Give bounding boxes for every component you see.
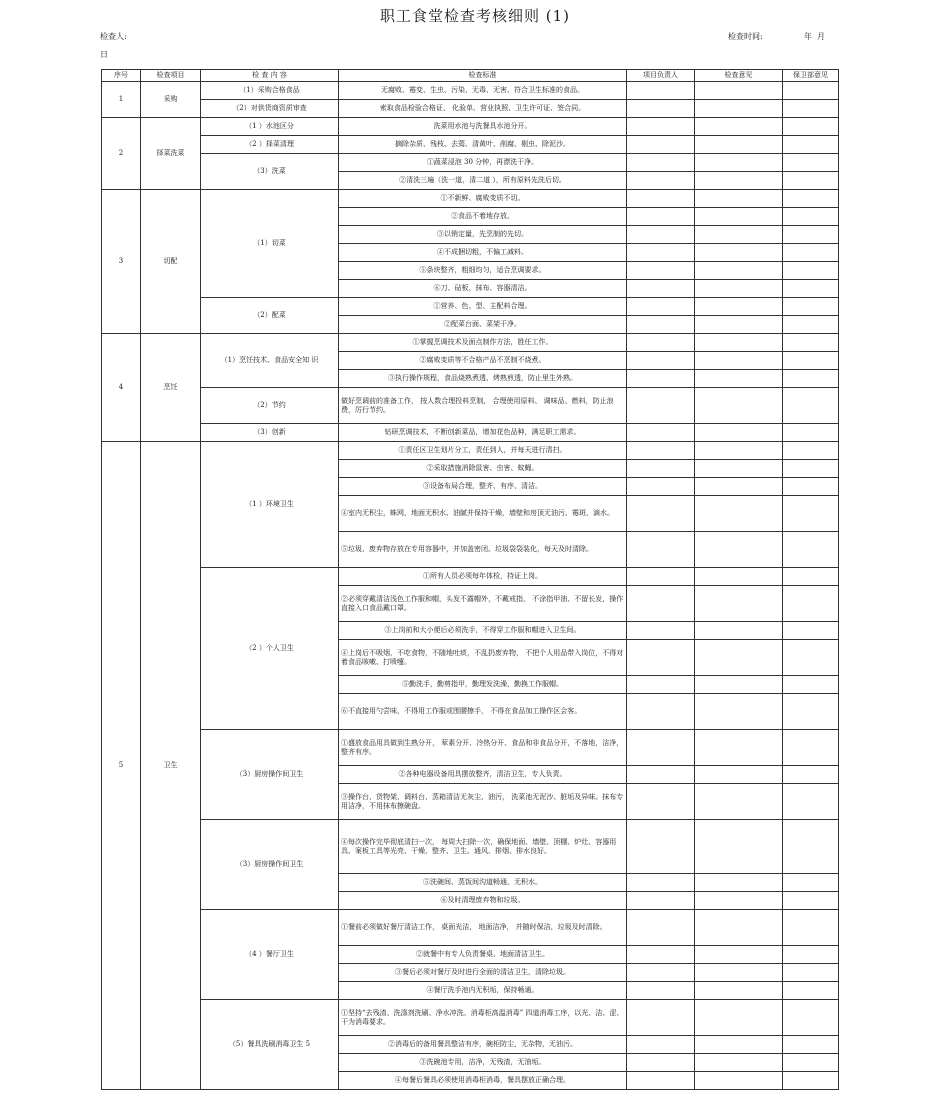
owner-cell <box>627 478 695 496</box>
check-standard-cell: ②必须穿戴清洁浅色工作服和帽，头发不露帽外，不戴戒指， 不涂指甲油、不留长发，操作直接入口食品戴口罩。 <box>339 586 627 622</box>
opinion-cell <box>695 910 783 946</box>
check-content-cell: （1 ）水池区分 <box>201 118 339 136</box>
check-standard-cell: ②食品不着地存放。 <box>339 208 627 226</box>
check-standard-cell: ①蔬菜浸泡 30 分钟，再漂洗干净。 <box>339 154 627 172</box>
check-standard-cell: ①不新鲜、腐败变质不切。 <box>339 190 627 208</box>
header-standard: 检查标准 <box>339 70 627 82</box>
owner-cell <box>627 262 695 280</box>
owner-cell <box>627 244 695 262</box>
page-title: 职工食堂检查考核细则 (1) <box>379 7 571 25</box>
check-standard-cell: 索取食品检验合格证、 化验单、营业执照、卫生许可证、签合同。 <box>339 100 627 118</box>
row-number-cell: 1 <box>102 82 141 118</box>
check-standard-cell: ①责任区卫生划片分工，责任到人，并每天进行清扫。 <box>339 442 627 460</box>
security-opinion-cell <box>783 154 839 172</box>
security-opinion-cell <box>783 784 839 820</box>
security-opinion-cell <box>783 946 839 964</box>
check-standard-cell: ④每次操作完毕彻底清扫一次， 每周大扫除一次，确保地面、墙壁、顶棚、炉灶、容器用具、案板工具等光亮、干燥、整齐、卫生。通风、排烟、排水良好。 <box>339 820 627 874</box>
security-opinion-cell <box>783 280 839 298</box>
security-opinion-cell <box>783 532 839 568</box>
check-standard-cell: ②清洗三遍（洗一道，清二道 ），所有原料先洗后切。 <box>339 172 627 190</box>
opinion-cell <box>695 586 783 622</box>
owner-cell <box>627 532 695 568</box>
opinion-cell <box>695 946 783 964</box>
table-row <box>102 424 839 442</box>
owner-cell <box>627 820 695 874</box>
check-item-cell: 采购 <box>141 82 201 118</box>
security-opinion-cell <box>783 172 839 190</box>
check-standard-cell: ③设备布局合理，整齐、有序、清洁。 <box>339 478 627 496</box>
security-opinion-cell <box>783 118 839 136</box>
check-standard-cell: ③执行操作规程，食品烧熟煮透、烤熟煎透，防止里生外熟。 <box>339 370 627 388</box>
check-standard-cell: ②配菜台面、菜架干净。 <box>339 316 627 334</box>
row-number-cell: 4 <box>102 334 141 442</box>
check-standard-cell: ②消毒后的备用餐具整洁有序，碗柜防尘，无杂物，无油污。 <box>339 1036 627 1054</box>
security-opinion-cell <box>783 694 839 730</box>
opinion-cell <box>695 1072 783 1090</box>
table-row <box>102 154 839 172</box>
security-opinion-cell <box>783 82 839 100</box>
check-standard-cell: ③以销定量，先烹制的先切。 <box>339 226 627 244</box>
opinion-cell <box>695 334 783 352</box>
security-opinion-cell <box>783 1054 839 1072</box>
check-item-cell: 卫生 <box>141 442 201 1090</box>
header-content: 检 查 内 容 <box>201 70 339 82</box>
header-item: 检查项目 <box>141 70 201 82</box>
opinion-cell <box>695 820 783 874</box>
opinion-cell <box>695 370 783 388</box>
security-opinion-cell <box>783 478 839 496</box>
table-row <box>102 730 839 766</box>
opinion-cell <box>695 874 783 892</box>
security-opinion-cell <box>783 370 839 388</box>
opinion-cell <box>695 892 783 910</box>
owner-cell <box>627 136 695 154</box>
table-row <box>102 118 839 136</box>
check-standard-cell: ①所有人员必须每年体检，持证上岗。 <box>339 568 627 586</box>
security-opinion-cell <box>783 136 839 154</box>
check-standard-cell: ①坚持“去残渣、洗涤剂洗刷、净水冲洗、消毒柜高温消毒” 四道消毒工序，以光、洁、涩、干为消毒要求。 <box>339 1000 627 1036</box>
owner-cell <box>627 442 695 460</box>
check-standard-cell: ③洗碗池专用，洁净，无残渣，无油垢。 <box>339 1054 627 1072</box>
check-standard-cell: 无腐败、霉变、生虫、污染、无毒、无害、符合卫生标准的食品。 <box>339 82 627 100</box>
security-opinion-cell <box>783 316 839 334</box>
table-row <box>102 568 839 586</box>
opinion-cell <box>695 640 783 676</box>
table-header-row <box>102 70 839 82</box>
header-security-opinion: 保卫部意见 <box>783 70 839 82</box>
owner-cell <box>627 946 695 964</box>
table-row <box>102 820 839 874</box>
security-opinion-cell <box>783 892 839 910</box>
month-label: 月 <box>817 32 825 41</box>
owner-cell <box>627 118 695 136</box>
owner-cell <box>627 1054 695 1072</box>
opinion-cell <box>695 226 783 244</box>
opinion-cell <box>695 424 783 442</box>
security-opinion-cell <box>783 496 839 532</box>
owner-cell <box>627 316 695 334</box>
check-standard-cell: ⑥刀、砧板、抹布、容器清洁。 <box>339 280 627 298</box>
security-opinion-cell <box>783 874 839 892</box>
security-opinion-cell <box>783 676 839 694</box>
check-standard-cell: 摘除杂质、残枝、去蔫、清黄叶、削腐、剔虫、除泥沙。 <box>339 136 627 154</box>
owner-cell <box>627 190 695 208</box>
check-standard-cell: ④室内无积尘，蛛网，地面无积水、油腻并保持干燥，墙壁和房顶无油污、霉斑、滴水。 <box>339 496 627 532</box>
check-standard-cell: ①营养、色、型、主配料合理。 <box>339 298 627 316</box>
security-opinion-cell <box>783 388 839 424</box>
owner-cell <box>627 388 695 424</box>
check-standard-cell: ②腐败变质等不合格产品不烹制不烧煮。 <box>339 352 627 370</box>
owner-cell <box>627 496 695 532</box>
check-content-cell: （3）厨房操作间卫生 <box>201 820 339 910</box>
owner-cell <box>627 694 695 730</box>
opinion-cell <box>695 442 783 460</box>
check-item-cell: 切配 <box>141 190 201 334</box>
opinion-cell <box>695 352 783 370</box>
security-opinion-cell <box>783 1072 839 1090</box>
owner-cell <box>627 226 695 244</box>
owner-cell <box>627 910 695 946</box>
opinion-cell <box>695 208 783 226</box>
opinion-cell <box>695 676 783 694</box>
owner-cell <box>627 82 695 100</box>
check-content-cell: （1 ）环境卫生 <box>201 442 339 568</box>
owner-cell <box>627 424 695 442</box>
year-label: 年 <box>804 32 812 41</box>
owner-cell <box>627 982 695 1000</box>
check-standard-cell: ④餐厅洗手池内无积垢，保持畅通。 <box>339 982 627 1000</box>
header-owner: 项目负责人 <box>627 70 695 82</box>
check-standard-cell: ⑥及时清理废弃物和垃圾。 <box>339 892 627 910</box>
check-standard-cell: ⑥不直接用勺尝味，不得用工作服或围腰擦手， 不得在食品加工操作区会客。 <box>339 694 627 730</box>
check-content-cell: （3）洗菜 <box>201 154 339 190</box>
header-no: 序号 <box>102 70 141 82</box>
check-content-cell: （3）厨房操作间卫生 <box>201 730 339 820</box>
opinion-cell <box>695 622 783 640</box>
security-opinion-cell <box>783 208 839 226</box>
opinion-cell <box>695 730 783 766</box>
check-content-cell: （5）餐具洗刷消毒卫生 5 <box>201 1000 339 1090</box>
check-standard-cell: ⑤条块整齐，粗细均匀，适合烹调要求。 <box>339 262 627 280</box>
security-opinion-cell <box>783 460 839 478</box>
opinion-cell <box>695 244 783 262</box>
opinion-cell <box>695 478 783 496</box>
security-opinion-cell <box>783 424 839 442</box>
check-standard-cell: 钻研烹调技术，不断创新菜品，增加花色品种，满足职工需求。 <box>339 424 627 442</box>
security-opinion-cell <box>783 298 839 316</box>
check-content-cell: （2）节约 <box>201 388 339 424</box>
owner-cell <box>627 1072 695 1090</box>
owner-cell <box>627 784 695 820</box>
owner-cell <box>627 208 695 226</box>
security-opinion-cell <box>783 910 839 946</box>
security-opinion-cell <box>783 586 839 622</box>
check-standard-cell: ②采取措施消除鼠害、虫害、蚊蝇。 <box>339 460 627 478</box>
check-content-cell: （2）对供货商资质审查 <box>201 100 339 118</box>
opinion-cell <box>695 694 783 730</box>
check-standard-cell: ③上岗前和大小便后必须洗手，不得穿工作服和帽进入卫生间。 <box>339 622 627 640</box>
table-row <box>102 442 839 460</box>
owner-cell <box>627 352 695 370</box>
check-standard-cell: ②各种电器设备用具摆放整齐，清洁卫生，专人负责。 <box>339 766 627 784</box>
owner-cell <box>627 298 695 316</box>
opinion-cell <box>695 190 783 208</box>
security-opinion-cell <box>783 640 839 676</box>
owner-cell <box>627 622 695 640</box>
owner-cell <box>627 874 695 892</box>
opinion-cell <box>695 316 783 334</box>
security-opinion-cell <box>783 1000 839 1036</box>
check-content-cell: （1）烹饪技术、食品安全知 识 <box>201 334 339 388</box>
owner-cell <box>627 280 695 298</box>
security-opinion-cell <box>783 568 839 586</box>
owner-cell <box>627 586 695 622</box>
security-opinion-cell <box>783 964 839 982</box>
opinion-cell <box>695 136 783 154</box>
opinion-cell <box>695 1054 783 1072</box>
security-opinion-cell <box>783 244 839 262</box>
inspector-label: 检查人: <box>100 32 127 41</box>
check-standard-cell: ③餐后必须对餐厅及时进行全面的清洁卫生，清除垃圾。 <box>339 964 627 982</box>
security-opinion-cell <box>783 262 839 280</box>
opinion-cell <box>695 568 783 586</box>
check-item-cell: 烹饪 <box>141 334 201 442</box>
table-row <box>102 82 839 100</box>
check-content-cell: （3）创新 <box>201 424 339 442</box>
check-standard-cell: ①掌握烹调技术及面点制作方法，胜任工作。 <box>339 334 627 352</box>
table-row <box>102 1000 839 1036</box>
owner-cell <box>627 100 695 118</box>
security-opinion-cell <box>783 820 839 874</box>
inspection-table <box>101 69 839 1090</box>
owner-cell <box>627 640 695 676</box>
owner-cell <box>627 154 695 172</box>
opinion-cell <box>695 532 783 568</box>
owner-cell <box>627 1000 695 1036</box>
owner-cell <box>627 964 695 982</box>
security-opinion-cell <box>783 442 839 460</box>
row-number-cell: 5 <box>102 442 141 1090</box>
table-row <box>102 910 839 946</box>
security-opinion-cell <box>783 730 839 766</box>
table-row <box>102 100 839 118</box>
opinion-cell <box>695 82 783 100</box>
security-opinion-cell <box>783 100 839 118</box>
check-standard-cell: ⑤洗碗间、蒸饭间沟道畅通，无积水。 <box>339 874 627 892</box>
check-standard-cell: 做好烹调前的准备工作， 按人数合理投料烹制， 合理使用原料、 调味品、燃料，防止浪费，厉行节约。 <box>339 388 627 424</box>
opinion-cell <box>695 298 783 316</box>
security-opinion-cell <box>783 226 839 244</box>
owner-cell <box>627 676 695 694</box>
check-standard-cell: ⑤垃圾、废弃物存放在专用容器中，并加盖密闭。垃圾袋袋装化，每天及时清除。 <box>339 532 627 568</box>
check-item-cell: 择菜洗菜 <box>141 118 201 190</box>
security-opinion-cell <box>783 982 839 1000</box>
owner-cell <box>627 730 695 766</box>
owner-cell <box>627 370 695 388</box>
check-standard-cell: ①餐前必须做好餐厅清洁工作， 桌面光洁， 地面洁净， 并随时保洁，垃圾及时清除。 <box>339 910 627 946</box>
check-standard-cell: ④上岗后不吸烟，不吃食物，不随地吐痰，不乱扔废弃物， 不把个人用品带入岗位，不得对着食品咳嗽、打喷嚏。 <box>339 640 627 676</box>
check-content-cell: （4 ）餐厅卫生 <box>201 910 339 1000</box>
owner-cell <box>627 892 695 910</box>
owner-cell <box>627 172 695 190</box>
owner-cell <box>627 1036 695 1054</box>
header-opinion: 检查意见 <box>695 70 783 82</box>
opinion-cell <box>695 784 783 820</box>
check-content-cell: （2 ）择菜清理 <box>201 136 339 154</box>
row-number-cell: 2 <box>102 118 141 190</box>
row-number-cell: 3 <box>102 190 141 334</box>
opinion-cell <box>695 262 783 280</box>
table-row <box>102 388 839 424</box>
check-content-cell: （1）切菜 <box>201 190 339 298</box>
inspection-time-label: 检查时间: <box>728 32 763 41</box>
check-standard-cell: ③操作台、货物架、调料台、蒸箱清洁无灰尘、油污， 洗菜池无泥沙、脏垢及异味。抹布专用洁净，不用抹布擦碗盘。 <box>339 784 627 820</box>
owner-cell <box>627 460 695 478</box>
check-content-cell: （2 ）个人卫生 <box>201 568 339 730</box>
owner-cell <box>627 568 695 586</box>
check-standard-cell: ①盛放食品用具做到生熟分开， 荤素分开、冷热分开、食品和非食品分开，不落地，洁净，整齐有序。 <box>339 730 627 766</box>
day-label: 日 <box>100 50 108 59</box>
security-opinion-cell <box>783 352 839 370</box>
check-content-cell: （1）采购合格食品 <box>201 82 339 100</box>
security-opinion-cell <box>783 622 839 640</box>
opinion-cell <box>695 1036 783 1054</box>
opinion-cell <box>695 118 783 136</box>
table-row <box>102 136 839 154</box>
opinion-cell <box>695 982 783 1000</box>
check-standard-cell: ⑤勤洗手，勤剪指甲，勤理发洗澡，勤换工作服帽。 <box>339 676 627 694</box>
check-standard-cell: ②就餐中有专人负责餐桌、地面清洁卫生。 <box>339 946 627 964</box>
security-opinion-cell <box>783 1036 839 1054</box>
owner-cell <box>627 334 695 352</box>
security-opinion-cell <box>783 334 839 352</box>
opinion-cell <box>695 496 783 532</box>
opinion-cell <box>695 388 783 424</box>
table-row <box>102 190 839 208</box>
opinion-cell <box>695 172 783 190</box>
check-standard-cell: ④每餐后餐具必须使用消毒柜消毒，餐具摆放正确合理。 <box>339 1072 627 1090</box>
check-standard-cell: 洗菜用水池与洗餐具水池分开。 <box>339 118 627 136</box>
check-standard-cell: ④不成捆切粗，不偏工减料。 <box>339 244 627 262</box>
opinion-cell <box>695 1000 783 1036</box>
opinion-cell <box>695 964 783 982</box>
owner-cell <box>627 766 695 784</box>
opinion-cell <box>695 154 783 172</box>
opinion-cell <box>695 766 783 784</box>
security-opinion-cell <box>783 766 839 784</box>
table-row <box>102 334 839 352</box>
opinion-cell <box>695 100 783 118</box>
table-row <box>102 298 839 316</box>
check-content-cell: （2）配菜 <box>201 298 339 334</box>
security-opinion-cell <box>783 190 839 208</box>
opinion-cell <box>695 460 783 478</box>
opinion-cell <box>695 280 783 298</box>
